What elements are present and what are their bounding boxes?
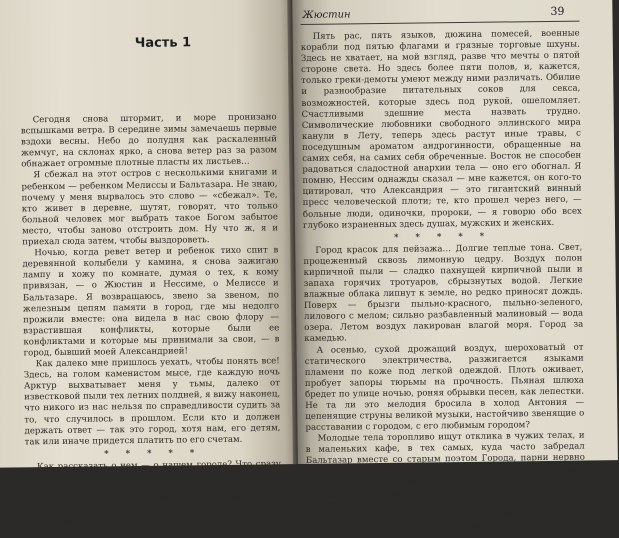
paragraph: Ночью, когда ревет ветер и ребенок тихо спит в деревянной колыбели у камина, я снова зажигаю лампу и хожу по комнате, думая о тех, к кому привязан, — о Жюстин и Нессиме, о Мелиссе и Бальтазаре. Я возвращаюсь, звено за звеном, по железным цепям памяти в город, где мы недолго прожили вместе: она видела в нас свою флору — взрастившая конфликты, которые были ее конфликтами и которые мы принимали за свои, — в город, бывший моей Александрией! (22, 245, 280, 359)
paragraph: Сегодня снова штормит, и море пронизано вспышками ветра. В середине зимы замечаешь первые вздохи весны. Небо до полудня как раскаленный жемчуг, на склонах ярко, а снова ветер раз за разом обнажает огромные плотные пласты их листьев… (20, 112, 278, 170)
chapter-title: Часть 1 (134, 35, 192, 52)
right-page (292, 0, 618, 533)
paragraph: Пять рас, пять языков, дюжина помесей, военные корабли под пятью флагами и грязные торговые шхуны. Здесь не хватает, на мой взгляд, разве что мечты о пятой стороне света. Но здесь более пяти полов, и, кажется, только греки-демоты умеют между ними различать. Обилие и разнообразие питательных соков для секса, возможностей, которые здесь под рукой, ошеломляет. Счастливыми здешние места назвать трудно. Символические любовники свободного эллинского мира канули в Лету, теперь здесь растут иные травы, с поседушным ароматом андрогинности, обращенные на самих себя, на самих себя обреченные. Восток не способен радоваться сладостной анархии тела — оно его обогнал. Я помню, Нессим однажды сказал — мне кажется, он кого-то цитировал, что Александрия — это гигантский винный пресс человеческой плоти; те, кто прошел через него, — больные люди, одиночки, пророки, — я говорю обо всех глубоко израненных здесь душах, мужских и женских. (300, 28, 582, 231)
paragraph: А осенью, сухой дрожащий воздух, шероховатый от статического электричества, разжигается языками пламени по коже под легкой одеждой. Плоть оживает, пробует запоры тюрьмы на прочность. Пьяная шлюха бредет по улице ночью, роняя обрывки песен, как лепестки. Не та ли это мелодия бросила в холод Антония — цепенящие струны великой музыки, настойчиво звенящие о расставании с городом, с его любимым городом? (304, 342, 585, 434)
header-rule (301, 21, 580, 25)
running-head: Жюстин (302, 9, 351, 21)
section-separator: * * * * * (394, 231, 492, 243)
paragraph: Я сбежал на этот остров с несколькими книгами и ребенком — ребенком Мелиссы и Бальтазара. Не знаю, почему у меня вырвалось это слово — «сбежал». Те, кто живет в деревне, шутят, говорят, что только больной человек мог выбрать такое Богом забытое место, чтобы заново отстроить дом. Ну что ж, я и приехал сюда затем, чтобы выздороветь. (21, 167, 279, 248)
paragraph: Город красок для пейзажа… Долгие теплые тона. Свет, процеженный сквозь лимонную цедру. Воздух полон кирпичной пыли — сладко пахнущей кирпичной пыли и запаха горячих тротуаров, сбрызнутых водой. Легкие влажные облака липнут к земле, но редко приносят дождь. Поверх — брызги пыльно-красного, пыльно-зеленого, лилового с мелом; сильно разбавленный малиновый — вода озера. Летом воздух лакирован влагой моря. Город за камедью. (303, 242, 584, 345)
left-page (0, 0, 298, 528)
paragraph: Как далеко мне пришлось уехать, чтобы понять все! Здесь, на голом каменистом мысе, где каждую ночь Арктур выхватывает меня у тьмы, далеко от известковой пыли тех летних полдней, я вижу наконец, что никого из нас нельзя по справедливости судить за то, что случилось в прошлом. Если кто и должен держать ответ — так это город, хотя нам, его детям, так или иначе придется платить по его счетам. (23, 356, 281, 448)
section-separator: * * * * * (104, 448, 202, 460)
left-page-text (20, 112, 282, 528)
paragraph: Молодые тела торопливо ищут отклика в чужих телах, и в маленьких кафе, в тех самых, куда часто забредал Бальтазар вместе со старым поэтом Города, парни нервно сутятся над триктраком под керосиновыми лампами, взбудораженные сухим пустынным ветром — это совершенно неромантичное зрелище, — суетятся и оборачиваются навстречу каждому входящему. Они ведут игру за той, которой в холодном земном поцелуе отслеживают прибыт невидимые известия. (305, 430, 586, 533)
page-number: 39 (550, 4, 565, 18)
paragraph: Как рассказать о нем — о нашем городе? Что сразу приходит на ум — Александрия? Вспышка — и крохотный кинофильм памяти: тысячи мертвых улиц, словно бы и не мною исхоженных; и почему-то так легко представить себя там сегодня — и те, кто в состоянии с ними ужиться. (25, 459, 282, 528)
right-page-text (300, 28, 586, 533)
